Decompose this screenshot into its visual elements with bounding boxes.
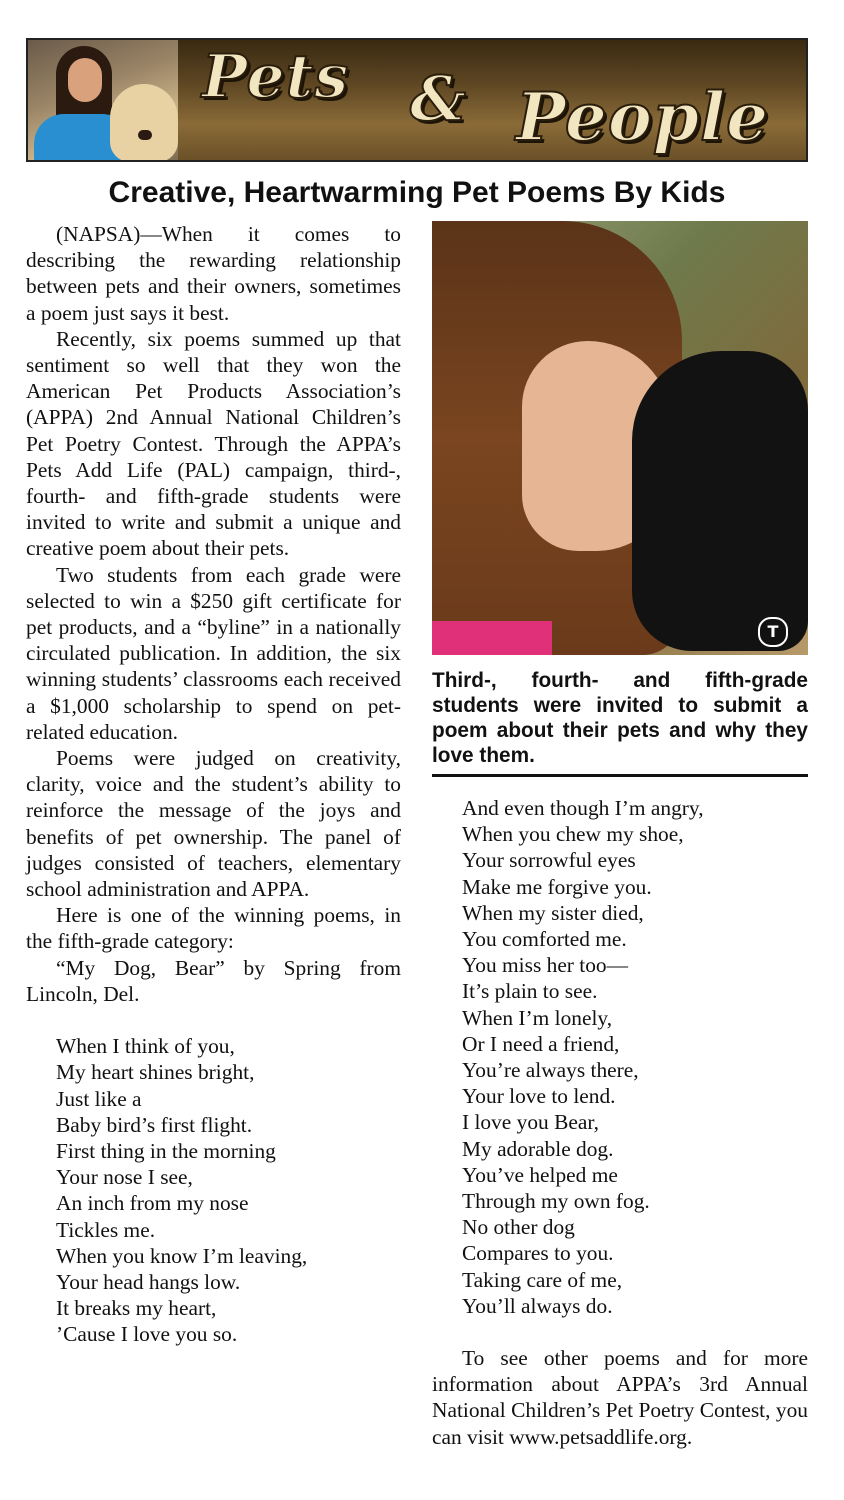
poem-line: When I think of you,: [56, 1034, 235, 1059]
poem-line: Or I need a friend,: [462, 1031, 620, 1056]
photo-caption: Third-, fourth- and fifth-grade students were invited to submit a poem about their pets and why they love them.: [432, 669, 808, 767]
poem-line: My heart shines bright,: [56, 1060, 255, 1085]
girl-shirt-shape: [432, 621, 552, 655]
paragraph-5: Here is one of the winning poems, in the fifth-grade category:: [26, 903, 401, 954]
masthead-title-pets: Pets: [202, 42, 350, 112]
poem-line: You miss her too—: [462, 953, 629, 978]
poem-line: It’s plain to see.: [462, 979, 598, 1004]
poem-line: When you know I’m leaving,: [56, 1243, 308, 1268]
poem-line: When my sister died,: [462, 900, 644, 925]
paragraph-1: (NAPSA)—When it comes to describing the rewarding relationship between pets and their owners, sometimes a poem just says it best.: [26, 222, 401, 325]
masthead-title: [178, 40, 808, 160]
poem-line: Your love to lend.: [462, 1084, 616, 1109]
poem-part-1: [26, 1033, 401, 1347]
poem-line: Make me forgive you.: [462, 874, 652, 899]
poem-part-2: [432, 795, 808, 1319]
woman-with-dog-photo: [28, 40, 178, 160]
closing-paragraph: To see other poems and for more information about APPA’s 3rd Annual National Children’s Pet Poetry Contest, you can visit www.petsaddlife.org.: [432, 1346, 808, 1449]
paragraph-3: Two students from each grade were selected to win a $250 gift certificate for pet products, and a “byline” in a nationally circulated publication. In addition, the six winning students’ classrooms each received a $1,000 scholarship to spend on pet-related education.: [26, 562, 401, 744]
poem-line: You’re always there,: [462, 1058, 639, 1083]
dog-shape: [110, 84, 178, 162]
poem-line: You comforted me.: [462, 927, 627, 952]
poem-line: My adorable dog.: [462, 1136, 614, 1161]
poem-line: When you chew my shoe,: [462, 822, 684, 847]
right-column: [432, 795, 808, 1450]
poem-line: You’ll always do.: [462, 1293, 613, 1318]
left-column: [26, 221, 401, 1348]
napsa-logo-icon: T: [758, 617, 788, 647]
poem-line: And even though I’m angry,: [462, 796, 704, 820]
poem-line: Baby bird’s first flight.: [56, 1112, 253, 1137]
girl-with-poodle-photo: [432, 221, 808, 655]
paragraph-6: “My Dog, Bear” by Spring from Lincoln, Del.: [26, 955, 401, 1006]
poem-line: Your head hangs low.: [56, 1269, 241, 1294]
woman-face-shape: [68, 58, 102, 102]
poem-line: First thing in the morning: [56, 1138, 276, 1163]
poem-line: Your nose I see,: [56, 1165, 193, 1190]
poem-line: When I’m lonely,: [462, 1005, 613, 1030]
poem-line: I love you Bear,: [462, 1110, 599, 1135]
poem-line: Your sorrowful eyes: [462, 848, 636, 873]
caption-divider: [432, 774, 808, 777]
paragraph-4: Poems were judged on creativity, clarity, voice and the student’s ability to reinforce the message of the joys and benefits of pet ownership. The panel of judges consisted of teachers, elementary school administration and APPA.: [26, 746, 401, 902]
poem-line: ’Cause I love you so.: [56, 1322, 238, 1347]
stanza-gap: [432, 1319, 808, 1345]
stanza-gap: [26, 1007, 401, 1033]
poem-line: An inch from my nose: [56, 1191, 249, 1216]
masthead-banner: [26, 38, 808, 162]
poem-line: Tickles me.: [56, 1217, 156, 1242]
dog-nose-shape: [138, 130, 152, 140]
poem-line: Compares to you.: [462, 1241, 614, 1266]
article-headline: Creative, Heartwarming Pet Poems By Kids: [108, 176, 726, 209]
poem-line: Just like a: [56, 1086, 142, 1111]
masthead-title-people: People: [516, 78, 770, 156]
paragraph-2: Recently, six poems summed up that sentiment so well that they won the American Pet Products Association’s (APPA) 2nd Annual National Children’s Pet Poetry Contest. Through the APPA’s Pets Add Life (PAL) campaign, third-, fourth- and fifth-grade students were invited to write and submit a unique and creative poem about their pets.: [26, 326, 401, 561]
poem-line: Taking care of me,: [462, 1267, 623, 1292]
poem-line: It breaks my heart,: [56, 1296, 217, 1321]
poem-line: No other dog: [462, 1215, 575, 1240]
poem-line: Through my own fog.: [462, 1189, 650, 1214]
black-poodle-shape: [632, 351, 808, 651]
poem-line: You’ve helped me: [462, 1162, 618, 1187]
masthead-title-ampersand: &: [410, 62, 467, 135]
